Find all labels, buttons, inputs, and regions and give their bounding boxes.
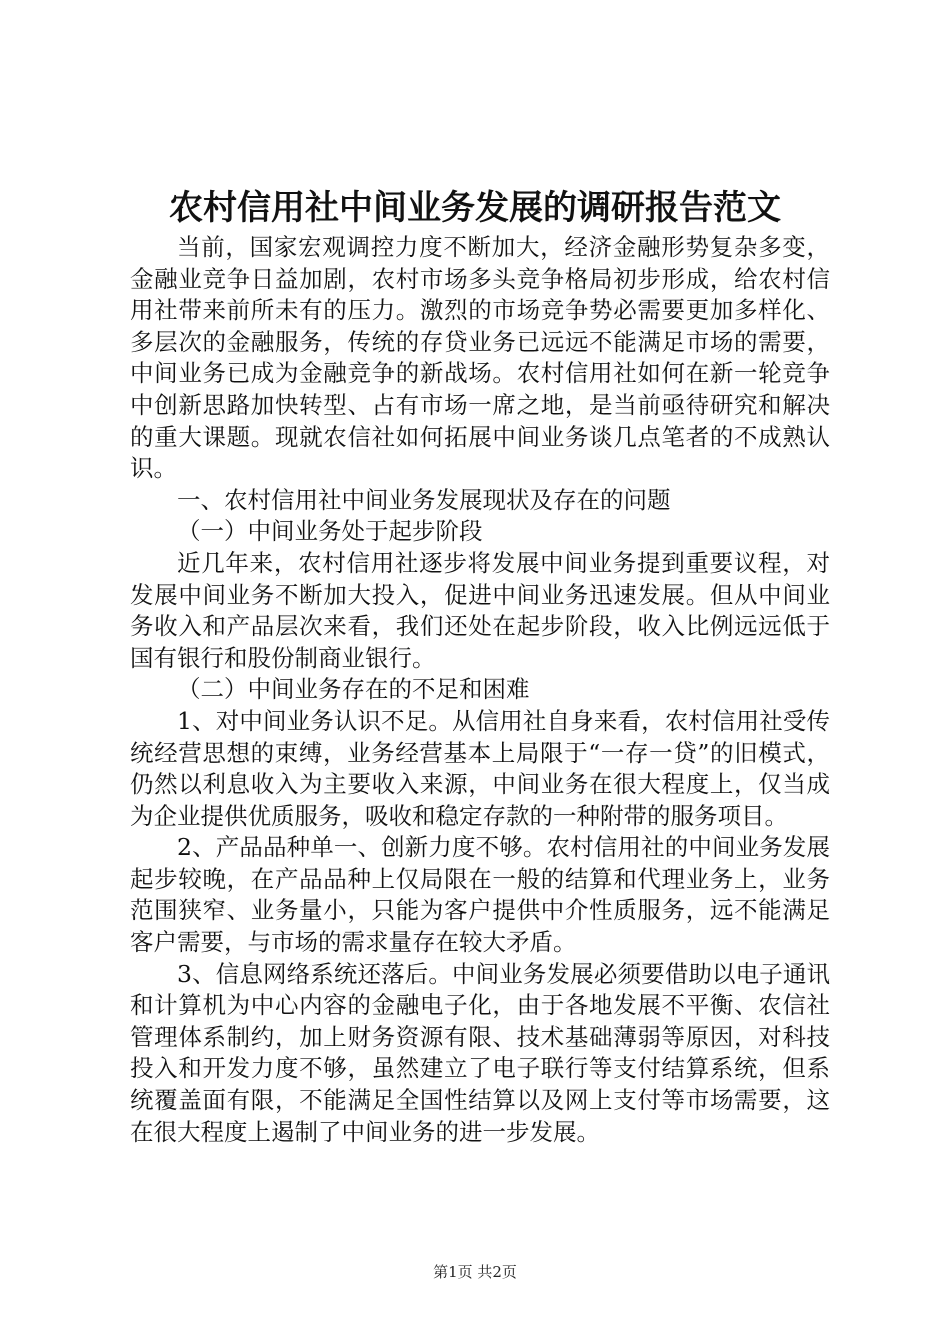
subsection-heading-2: （二）中间业务存在的不足和困难 bbox=[177, 675, 530, 704]
page-footer: 第1页 共2页 bbox=[433, 1263, 517, 1281]
paragraph-point-3: 3、信息网络系统还落后。中间业务发展必须要借助以电子通讯和计算机为中心内容的金融电子化，由于各地发展不平衡、农信社管理体系制约，加上财务资源有限、技术基础薄弱等原因，对科技投入和开发力度不够，虽然建立了电子联行等支付结算系统，但系统覆盖面有限，不能满足全国性结算以及网上支付等市场需要，这在很大程度上遏制了中间业务的进一步发展。 bbox=[130, 959, 830, 1146]
paragraph-point-2: 2、产品品种单一、创新力度不够。农村信用社的中间业务发展起步较晚，在产品品种上仅局限在一般的结算和代理业务上，业务范围狭窄、业务量小，只能为客户提供中介性质服务，远不能满足客户需要，与市场的需求量存在较大矛盾。 bbox=[130, 833, 830, 957]
paragraph-intro: 当前，国家宏观调控力度不断加大，经济金融形势复杂多变，金融业竞争日益加剧，农村市场多头竞争格局初步形成，给农村信用社带来前所未有的压力。激烈的市场竞争势必需要更加多样化、多层次的金融服务，传统的存贷业务已远远不能满足市场的需要，中间业务已成为金融竞争的新战场。农村信用社如何在新一轮竞争中创新思路加快转型、占有市场一席之地，是当前亟待研究和解决的重大课题。现就农信社如何拓展中间业务谈几点笔者的不成熟认识。 bbox=[130, 233, 830, 483]
paragraph-point-1: 1、对中间业务认识不足。从信用社自身来看，农村信用社受传统经营思想的束缚，业务经营基本上局限于“一存一贷”的旧模式，仍然以利息收入为主要收入来源，中间业务在很大程度上，仅当成为企业提供优质服务，吸收和稳定存款的一种附带的服务项目。 bbox=[130, 706, 830, 830]
section-heading-1: 一、农村信用社中间业务发展现状及存在的问题 bbox=[177, 485, 671, 514]
document-title: 农村信用社中间业务发展的调研报告范文 bbox=[169, 188, 781, 228]
document-body bbox=[130, 232, 830, 1148]
subsection-heading-1: （一）中间业务处于起步阶段 bbox=[177, 517, 483, 546]
paragraph-stage: 近几年来，农村信用社逐步将发展中间业务提到重要议程，对发展中间业务不断加大投入，促进中间业务迅速发展。但从中间业务收入和产品层次来看，我们还处在起步阶段，收入比例远远低于国有银行和股份制商业银行。 bbox=[130, 548, 830, 672]
